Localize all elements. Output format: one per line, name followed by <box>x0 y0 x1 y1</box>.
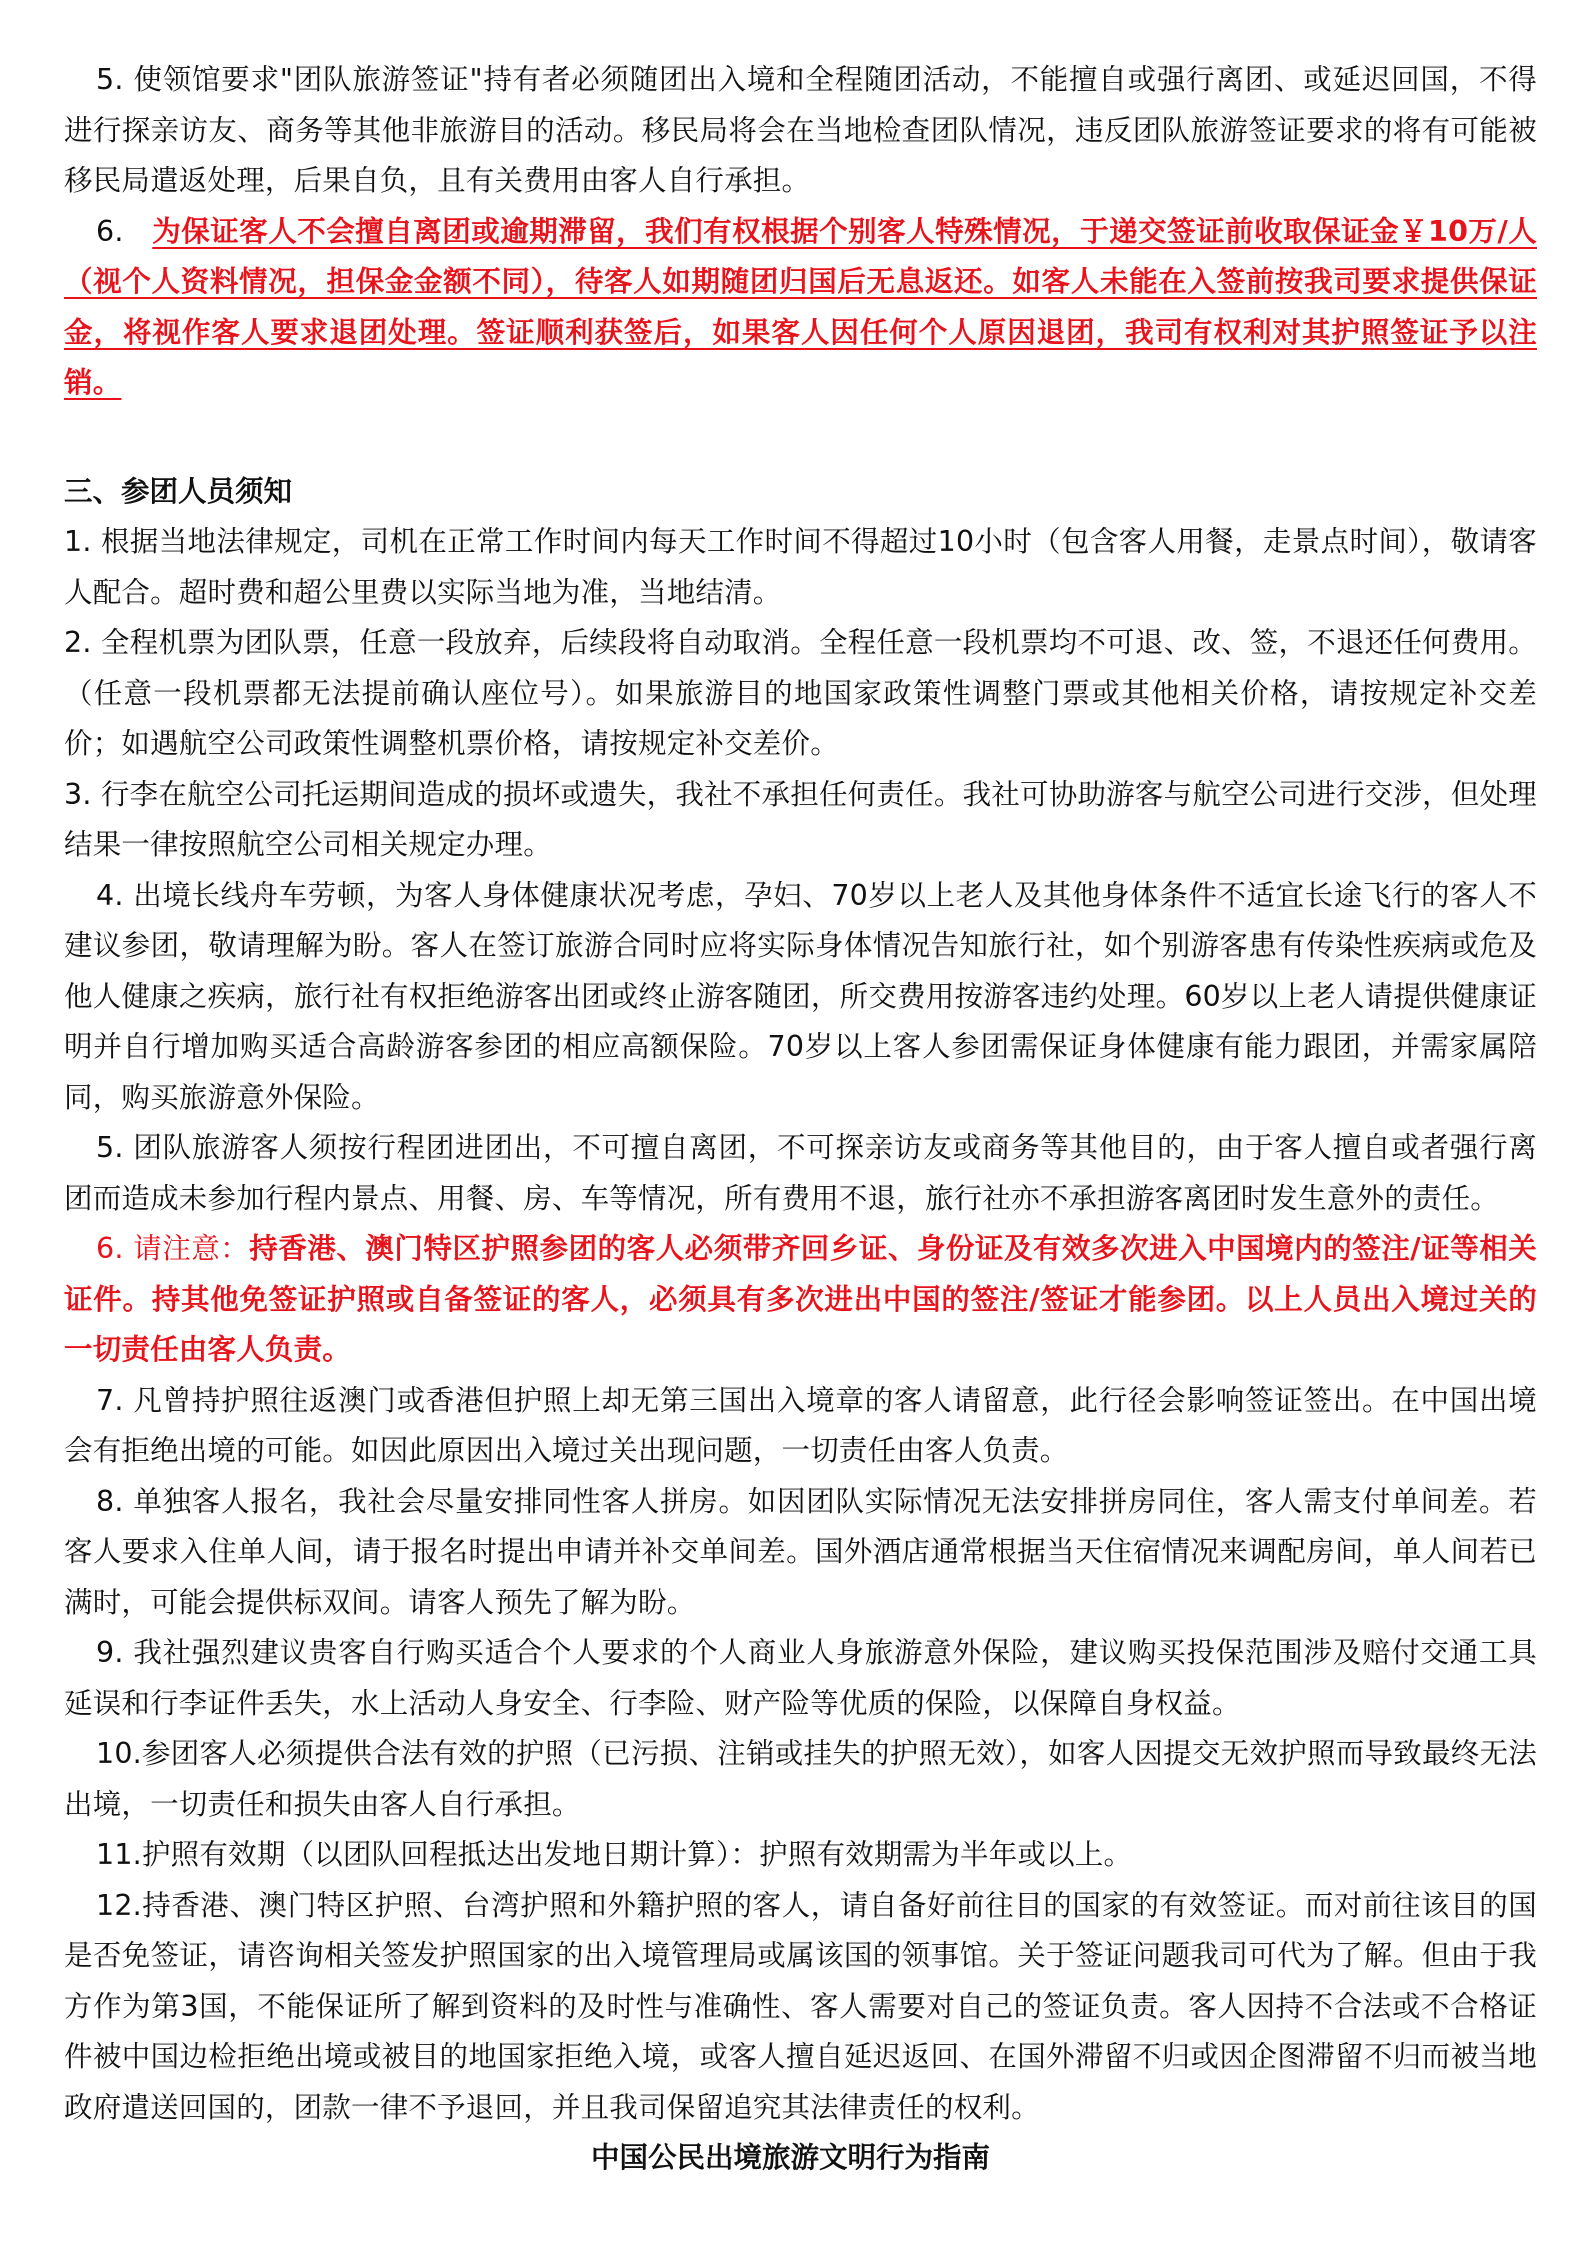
item-prefix: 请注意： <box>133 1232 250 1265</box>
prev-item-5-text: 使领馆要求"团队旅游签证"持有者必须随团出入境和全程随团活动，不能擅自或强行离团、或延迟回国，不得进行探亲访友、商务等其他非旅游目的活动。移民局将会在当地检查团队情况，违反团队旅游签证要求的将有可能被移民局遣返处理，后果自负，且有关费用由客人自行承担。 <box>64 63 1537 197</box>
item-number: 11. <box>96 1838 142 1871</box>
item-text: 出境长线舟车劳顿，为客人身体健康状况考虑，孕妇、70岁以上老人及其他身体条件不适宜长途飞行的客人不建议参团，敬请理解为盼。客人在签订旅游合同时应将实际身体情况告知旅行社，如个别游客患有传染性疾病或危及他人健康之疾病，旅行社有权拒绝游客出团或终止游客随团，所交费用按游客违约处理。60岁以上老人请提供健康证明并自行增加购买适合高龄游客参团的相应高额保险。70岁以上客人参团需保证身体健康有能力跟团，并需家属陪同，购买旅游意外保险。 <box>64 878 1537 1114</box>
item-number: 7. <box>96 1383 124 1417</box>
section-3-item-11 <box>64 1830 1537 1881</box>
item-text: 单独客人报名，我社会尽量安排同性客人拼房。如因团队实际情况无法安排拼房同住，客人需支付单间差。若客人要求入住单人间，请于报名时提出申请并补交单间差。国外酒店通常根据当天住宿情况来调配房间，单人间若已满时，可能会提供标双间。请客人预先了解为盼。 <box>64 1484 1537 1619</box>
item-number: 3. <box>64 777 92 811</box>
prev-item-6-text: 为保证客人不会擅自离团或逾期滞留，我们有权根据个别客人特殊情况，于递交签证前收取保证金￥10万/人（视个人资料情况，担保金金额不同），待客人如期随团归国后无息返还。如客人未能在入签前按我司要求提供保证金，将视作客人要求退团处理。签证顺利获签后，如果客人因任何个人原因退团，我司有权利对其护照签证予以注销。 <box>64 214 1538 399</box>
item-text: 参团客人必须提供合法有效的护照（已污损、注销或挂失的护照无效），如客人因提交无效护照而导致最终无法出境，一切责任和损失由客人自行承担。 <box>64 1737 1537 1821</box>
item-number: 9. <box>96 1636 124 1669</box>
item-number: 10. <box>96 1737 142 1770</box>
section-3-item-9 <box>64 1628 1537 1729</box>
section-3-item-4 <box>64 871 1537 1124</box>
prev-item-5 <box>64 55 1537 207</box>
item-text: 凡曾持护照往返澳门或香港但护照上却无第三国出入境章的客人请留意，此行径会影响签证签出。在中国出境会有拒绝出境的可能。如因此原因出入境过关出现问题，一切责任由客人负责。 <box>64 1383 1537 1467</box>
item-number: 1. <box>64 525 92 558</box>
item-number: 8. <box>96 1484 124 1518</box>
item-text: 护照有效期（以团队回程抵达出发地日期计算）：护照有效期需为半年或以上。 <box>141 1838 1133 1871</box>
section-3-heading: 三、参团人员须知 <box>64 474 293 508</box>
item-text: 我社强烈建议贵客自行购买适合个人要求的个人商业人身旅游意外保险，建议购买投保范围涉及赔付交通工具延误和行李证件丢失，水上活动人身安全、行李险、财产险等优质的保险，以保障自身权益。 <box>64 1636 1537 1720</box>
section-3-item-3 <box>64 770 1537 871</box>
item-number: 12. <box>96 1888 142 1922</box>
prev-item-6 <box>64 207 1537 409</box>
item-text: 团队旅游客人须按行程团进团出，不可擅自离团，不可探亲访友或商务等其他目的，由于客人擅自或者强行离团而造成未参加行程内景点、用餐、房、车等情况，所有费用不退，旅行社亦不承担游客离团时发生意外的责任。 <box>64 1131 1537 1215</box>
section-3-item-1 <box>64 517 1537 618</box>
item-text: 全程机票为团队票，任意一段放弃，后续段将自动取消。全程任意一段机票均不可退、改、签，不退还任何费用。（任意一段机票都无法提前确认座位号）。如果旅游目的地国家政策性调整门票或其他相关价格，请按规定补交差价；如遇航空公司政策性调整机票价格，请按规定补交差价。 <box>64 626 1537 760</box>
section-3-item-12 <box>64 1881 1537 2134</box>
section-gap <box>64 409 1537 467</box>
item-number: 4. <box>96 878 124 912</box>
section-3-item-7 <box>64 1376 1537 1477</box>
section-3-item-10 <box>64 1729 1537 1830</box>
prev-item-5-number: 5. <box>96 63 124 96</box>
item-number: 2. <box>64 626 92 659</box>
item-number: 5. <box>96 1131 124 1164</box>
item-number: 6. <box>96 1232 124 1265</box>
prev-item-6-number: 6. <box>96 214 124 248</box>
item-text: 行李在航空公司托运期间造成的损坏或遗失，我社不承担任何责任。我社可协助游客与航空公司进行交涉，但处理结果一律按照航空公司相关规定办理。 <box>64 777 1537 861</box>
guide-title: 中国公民出境旅游文明行为指南 <box>590 2141 990 2174</box>
item-text: 根据当地法律规定，司机在正常工作时间内每天工作时间不得超过10小时（包含客人用餐，走景点时间），敬请客人配合。超时费和超公里费以实际当地为准，当地结清。 <box>64 525 1538 609</box>
item-text: 持香港、澳门特区护照参团的客人必须带齐回乡证、身份证及有效多次进入中国境内的签注/证等相关证件。持其他免签证护照或自备签证的客人，必须具有多次进出中国的签注/签证才能参团。以上人员出入境过关的一切责任由客人负责。 <box>64 1232 1537 1366</box>
section-3-item-2 <box>64 618 1537 770</box>
section-3-item-8 <box>64 1477 1537 1629</box>
item-text: 持香港、澳门特区护照、台湾护照和外籍护照的客人，请自备好前往目的国家的有效签证。而对前往该目的国是否免签证，请咨询相关签发护照国家的出入境管理局或属该国的领事馆。关于签证问题我司可代为了解。但由于我方作为第3国，不能保证所了解到资料的及时性与准确性、客人需要对自己的签证负责。客人因持不合法或不合格证件被中国边检拒绝出境或被目的地国家拒绝入境，或客人擅自延迟返回、在国外滞留不归或因企图滞留不归而被当地政府遣送回国的，团款一律不予退回，并且我司保留追究其法律责任的权利。 <box>64 1888 1537 2124</box>
section-3-item-6 <box>64 1224 1537 1376</box>
section-3-item-5 <box>64 1123 1537 1224</box>
